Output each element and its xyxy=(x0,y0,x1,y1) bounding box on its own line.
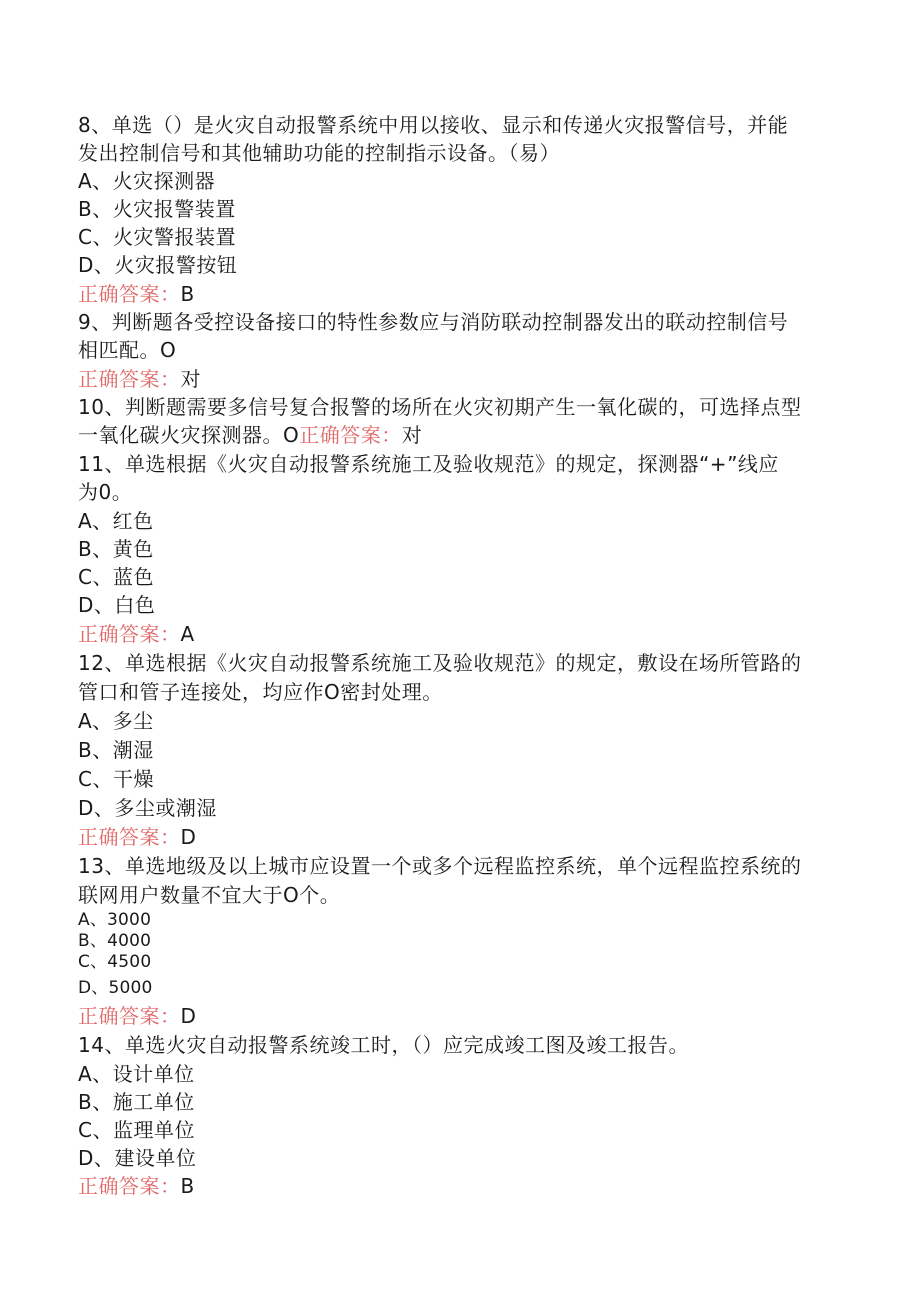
q13-answer-value: D xyxy=(180,1004,197,1028)
q13-option-c: C、4500 xyxy=(78,952,152,972)
q12-stem-line2: 管口和管子连接处，均应作O密封处理。 xyxy=(78,680,443,704)
q10-answer-value: 对 xyxy=(401,423,423,447)
q11-answer-value: A xyxy=(180,622,195,646)
q10-stem-line1: 10、判断题需要多信号复合报警的场所在火灾初期产生一氧化碳的，可选择点型 xyxy=(78,395,802,419)
q14-answer-value: B xyxy=(180,1174,195,1198)
q9-answer xyxy=(78,366,201,392)
q11-option-b: B、黄色 xyxy=(78,537,154,561)
q11-option-a: A、红色 xyxy=(78,509,154,533)
q13-option-a: A、3000 xyxy=(78,910,152,930)
q13-option-b: B、4000 xyxy=(78,931,152,951)
q10-answer-label: 正确答案： xyxy=(299,423,402,447)
q14-answer-label: 正确答案： xyxy=(78,1174,181,1198)
q8-stem-line1: 8、单选（）是火灾自动报警系统中用以接收、显示和传递火灾报警信号，并能 xyxy=(78,113,789,137)
q8-option-c: C、火灾警报装置 xyxy=(78,225,236,249)
q8-option-a: A、火灾探测器 xyxy=(78,169,216,193)
q8-stem-line2: 发出控制信号和其他辅助功能的控制指示设备。（易） xyxy=(78,141,560,165)
q9-answer-label: 正确答案： xyxy=(78,367,181,391)
q9-stem-line2: 相匹配。O xyxy=(78,338,177,362)
q14-stem-line1: 14、单选火灾自动报警系统竣工时，（）应完成竣工图及竣工报告。 xyxy=(78,1033,689,1057)
q12-option-a: A、多尘 xyxy=(78,709,154,733)
q8-option-b: B、火灾报警装置 xyxy=(78,197,236,221)
q8-option-d: D、火灾报警按钮 xyxy=(78,253,238,277)
q14-option-d: D、建设单位 xyxy=(78,1146,197,1170)
q12-option-c: C、干燥 xyxy=(78,767,154,791)
q13-answer-label: 正确答案： xyxy=(78,1004,181,1028)
q12-answer-label: 正确答案： xyxy=(78,825,181,849)
q13-stem-line2: 联网用户数量不宜大于O个。 xyxy=(78,883,341,907)
q10-stem-line2: 一氧化碳火灾探测器。O xyxy=(78,423,300,447)
q11-answer xyxy=(78,621,195,647)
q12-answer xyxy=(78,824,196,850)
q11-option-d: D、白色 xyxy=(78,593,156,617)
q13-stem-line1: 13、单选地级及以上城市应设置一个或多个远程监控系统，单个远程监控系统的 xyxy=(78,854,802,878)
q14-option-b: B、施工单位 xyxy=(78,1090,195,1114)
q14-option-a: A、设计单位 xyxy=(78,1062,195,1086)
q11-answer-label: 正确答案： xyxy=(78,622,181,646)
q12-stem-line1: 12、单选根据《火灾自动报警系统施工及验收规范》的规定，敷设在场所管路的 xyxy=(78,651,802,675)
q10-stem-line2-with-answer xyxy=(78,422,422,448)
q12-option-b: B、潮湿 xyxy=(78,738,154,762)
q12-answer-value: D xyxy=(180,825,197,849)
q14-option-c: C、监理单位 xyxy=(78,1118,195,1142)
q11-stem-line2: 为0。 xyxy=(78,480,133,504)
q12-option-d: D、多尘或潮湿 xyxy=(78,796,217,820)
q8-answer xyxy=(78,281,195,307)
q11-stem-line1: 11、单选根据《火灾自动报警系统施工及验收规范》的规定，探测器“+”线应 xyxy=(78,452,779,476)
q13-option-d: D、5000 xyxy=(78,978,153,998)
q9-stem-line1: 9、判断题各受控设备接口的特性参数应与消防联动控制器发出的联动控制信号 xyxy=(78,310,789,334)
q9-answer-value: 对 xyxy=(180,367,201,391)
q14-answer xyxy=(78,1173,195,1199)
q11-option-c: C、蓝色 xyxy=(78,565,154,589)
q13-answer xyxy=(78,1003,196,1029)
q8-answer-label: 正确答案： xyxy=(78,282,181,306)
q8-answer-value: B xyxy=(180,282,195,306)
